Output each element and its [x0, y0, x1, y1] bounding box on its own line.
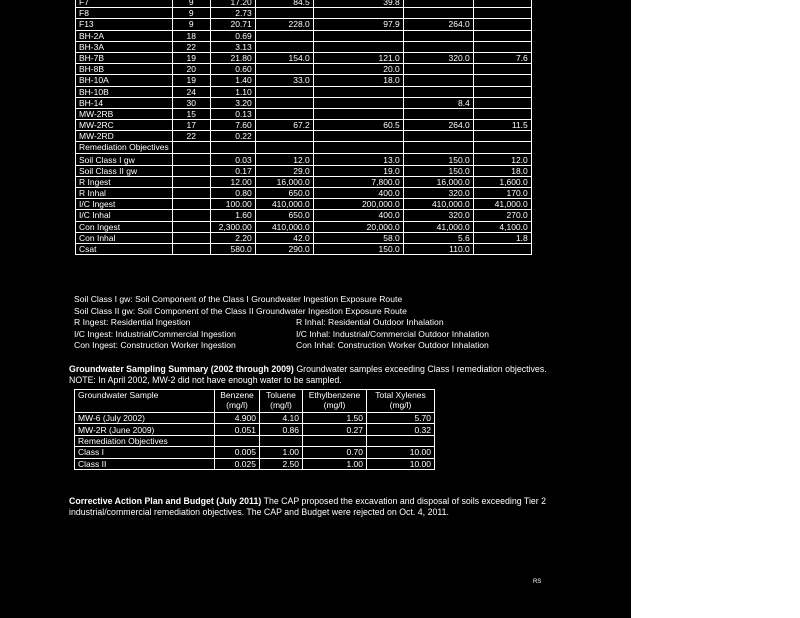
objective-row — [76, 165, 532, 176]
value-cell — [313, 131, 403, 142]
value-cell: 121.0 — [313, 52, 403, 63]
section-row — [75, 435, 435, 446]
table-row — [76, 108, 532, 119]
objective-value-cell: 400.0 — [313, 188, 403, 199]
sample-id-cell: BH-14 — [76, 97, 173, 108]
objective-value-cell: 42.0 — [255, 232, 313, 243]
empty-cell — [172, 165, 210, 176]
value-cell — [473, 75, 531, 86]
value-cell: 18.0 — [313, 75, 403, 86]
objective-row — [76, 243, 532, 254]
sample-id-cell: BH-10A — [76, 75, 173, 86]
empty-cell — [403, 142, 473, 154]
section-label-cell: Remediation Objectives — [76, 142, 173, 154]
empty-cell — [172, 210, 210, 221]
value-cell: 7.60 — [210, 120, 255, 131]
value-cell: 7.6 — [473, 52, 531, 63]
value-cell: 0.60 — [210, 64, 255, 75]
table-row — [76, 86, 532, 97]
objective-label-cell: Soil Class I gw — [76, 154, 173, 165]
value-cell: 320.0 — [403, 52, 473, 63]
sample-id-cell: MW-2RD — [76, 131, 173, 142]
value-cell — [403, 64, 473, 75]
value-cell — [313, 41, 403, 52]
objective-value-cell: 1,600.0 — [473, 176, 531, 187]
objective-value-cell: 1.00 — [260, 447, 303, 458]
sample-id-cell: F8 — [76, 8, 173, 19]
objective-value-cell: 41,000.0 — [403, 221, 473, 232]
objective-row — [75, 458, 435, 469]
value-cell — [403, 108, 473, 119]
value-cell — [255, 86, 313, 97]
value-cell — [473, 30, 531, 41]
value-cell — [313, 108, 403, 119]
objective-value-cell: 29.0 — [255, 165, 313, 176]
table-row — [76, 30, 532, 41]
empty-cell — [255, 142, 313, 154]
cap-text: The CAP proposed the excavation and disposal of soils exceeding Tier 2 industrial/commercial remediation objectives. The CAP and Budget were rejected on Oct. 4, 2011. — [69, 496, 547, 517]
objective-value-cell: 580.0 — [210, 243, 255, 254]
value-cell: 67.2 — [255, 120, 313, 131]
empty-cell — [303, 435, 367, 446]
objective-label-cell: I/C Inhal — [76, 210, 173, 221]
value-cell: 264.0 — [403, 19, 473, 30]
value-cell: 0.27 — [303, 424, 367, 435]
value-cell: 9 — [172, 19, 210, 30]
column-header: Total Xylenes (mg/l) — [367, 390, 435, 413]
empty-cell — [215, 435, 260, 446]
value-cell: 39.8 — [313, 0, 403, 8]
table-row — [76, 64, 532, 75]
objective-label-cell: I/C Ingest — [76, 199, 173, 210]
value-cell: 1.10 — [210, 86, 255, 97]
value-cell: 0.32 — [367, 424, 435, 435]
value-cell — [473, 64, 531, 75]
value-cell: 0.051 — [215, 424, 260, 435]
objective-value-cell: 150.0 — [403, 165, 473, 176]
value-cell: 22 — [172, 41, 210, 52]
value-cell: 4.10 — [260, 413, 303, 424]
sample-id-cell: MW-2RC — [76, 120, 173, 131]
legend-line: Soil Class II gw: Soil Component of the Class II Groundwater Ingestion Exposure Route — [74, 305, 407, 316]
objective-value-cell: 400.0 — [313, 210, 403, 221]
cap-paragraph — [69, 496, 569, 518]
objective-label-cell: R Ingest — [76, 176, 173, 187]
value-cell: 154.0 — [255, 52, 313, 63]
value-cell — [255, 108, 313, 119]
value-cell — [473, 41, 531, 52]
page-stamp: RS — [533, 579, 542, 585]
sample-id-cell: MW-2R (June 2009) — [75, 424, 215, 435]
value-cell: 2.73 — [210, 8, 255, 19]
objective-label-cell: Csat — [76, 243, 173, 254]
value-cell: 19 — [172, 52, 210, 63]
abbreviation-legend — [74, 294, 489, 352]
groundwater-summary-title: Groundwater Sampling Summary (2002 through 2009) — [69, 364, 294, 374]
empty-cell — [172, 142, 210, 154]
value-cell: 228.0 — [255, 19, 313, 30]
empty-cell — [473, 142, 531, 154]
objective-row — [75, 447, 435, 458]
objective-value-cell: 0.80 — [210, 188, 255, 199]
value-cell: 11.5 — [473, 120, 531, 131]
objective-value-cell: 100.00 — [210, 199, 255, 210]
objective-row — [76, 221, 532, 232]
value-cell: 60.5 — [313, 120, 403, 131]
objective-value-cell — [473, 243, 531, 254]
column-header: Ethylbenzene (mg/l) — [303, 390, 367, 413]
table-row — [76, 19, 532, 30]
objective-row — [76, 188, 532, 199]
empty-cell — [172, 221, 210, 232]
objective-value-cell: 2.20 — [210, 232, 255, 243]
table-row — [76, 8, 532, 19]
column-header: Groundwater Sample — [75, 390, 215, 413]
objective-value-cell: 320.0 — [403, 210, 473, 221]
sample-id-cell: F7 — [76, 0, 173, 8]
empty-cell — [172, 176, 210, 187]
value-cell — [403, 8, 473, 19]
objective-value-cell: 13.0 — [313, 154, 403, 165]
legend-line: Con Ingest: Construction Worker Ingestion Con Inhal: Construction Worker Outdoor Inhalation — [74, 340, 489, 351]
value-cell: 15 — [172, 108, 210, 119]
objective-value-cell: 410,000.0 — [403, 199, 473, 210]
objective-value-cell: 41,000.0 — [473, 199, 531, 210]
table-row — [76, 131, 532, 142]
objective-row — [76, 199, 532, 210]
value-cell — [255, 131, 313, 142]
value-cell: 264.0 — [403, 120, 473, 131]
empty-cell — [172, 188, 210, 199]
value-cell — [313, 30, 403, 41]
value-cell: 3.13 — [210, 41, 255, 52]
value-cell: 0.13 — [210, 108, 255, 119]
column-header: Toluene (mg/l) — [260, 390, 303, 413]
objective-value-cell: 1.00 — [303, 458, 367, 469]
value-cell — [255, 64, 313, 75]
value-cell — [473, 86, 531, 97]
value-cell — [473, 8, 531, 19]
empty-cell — [313, 142, 403, 154]
value-cell: 20.71 — [210, 19, 255, 30]
value-cell — [403, 0, 473, 8]
empty-cell — [172, 243, 210, 254]
value-cell: 5.70 — [367, 413, 435, 424]
legend-line: R Ingest: Residential Ingestion R Inhal: Residential Outdoor Inhalation — [74, 317, 444, 328]
value-cell: 18 — [172, 30, 210, 41]
empty-cell — [172, 232, 210, 243]
objective-value-cell: 10.00 — [367, 447, 435, 458]
value-cell: 0.22 — [210, 131, 255, 142]
sample-id-cell: BH-3A — [76, 41, 173, 52]
value-cell: 9 — [172, 8, 210, 19]
objective-value-cell: 0.005 — [215, 447, 260, 458]
sample-id-cell: MW-2RB — [76, 108, 173, 119]
objective-value-cell: 0.025 — [215, 458, 260, 469]
objective-value-cell: 290.0 — [255, 243, 313, 254]
value-cell: 1.50 — [303, 413, 367, 424]
value-cell: 97.9 — [313, 19, 403, 30]
value-cell: 17 — [172, 120, 210, 131]
column-header: Benzene (mg/l) — [215, 390, 260, 413]
objective-value-cell: 20,000.0 — [313, 221, 403, 232]
table-row — [76, 52, 532, 63]
empty-cell — [210, 142, 255, 154]
soil-sampling-table — [75, 0, 532, 255]
objective-value-cell: 110.0 — [403, 243, 473, 254]
value-cell: 19 — [172, 75, 210, 86]
table-row — [76, 0, 532, 8]
value-cell — [473, 108, 531, 119]
objective-value-cell: 58.0 — [313, 232, 403, 243]
table-row — [75, 413, 435, 424]
objective-value-cell: 270.0 — [473, 210, 531, 221]
objective-value-cell: 410,000.0 — [255, 221, 313, 232]
legend-line: Soil Class I gw: Soil Component of the Class I Groundwater Ingestion Exposure Route — [74, 294, 403, 304]
value-cell: 20 — [172, 64, 210, 75]
objective-value-cell: 5.6 — [403, 232, 473, 243]
objective-value-cell: 150.0 — [403, 154, 473, 165]
groundwater-sampling-table — [74, 389, 435, 470]
value-cell: 0.86 — [260, 424, 303, 435]
section-row — [76, 142, 532, 154]
value-cell — [403, 30, 473, 41]
objective-value-cell: 10.00 — [367, 458, 435, 469]
value-cell: 9 — [172, 0, 210, 8]
sample-id-cell: MW-6 (July 2002) — [75, 413, 215, 424]
objective-label-cell: Soil Class II gw — [76, 165, 173, 176]
header-row — [75, 390, 435, 413]
value-cell: 24 — [172, 86, 210, 97]
value-cell: 30 — [172, 97, 210, 108]
objective-value-cell: 170.0 — [473, 188, 531, 199]
value-cell: 1.40 — [210, 75, 255, 86]
value-cell — [403, 131, 473, 142]
value-cell: 0.69 — [210, 30, 255, 41]
value-cell — [255, 8, 313, 19]
objective-value-cell: 0.70 — [303, 447, 367, 458]
value-cell — [473, 97, 531, 108]
objective-label-cell: Con Inhal — [76, 232, 173, 243]
value-cell — [403, 41, 473, 52]
value-cell — [403, 86, 473, 97]
empty-cell — [367, 435, 435, 446]
objective-value-cell: 410,000.0 — [255, 199, 313, 210]
objective-value-cell: 12.0 — [255, 154, 313, 165]
objective-value-cell: 18.0 — [473, 165, 531, 176]
objective-row — [76, 210, 532, 221]
groundwater-summary-text: Groundwater samples exceeding Class I remediation objectives. NOTE: In April 2002, MW-2 did not have enough water to be sampled. — [69, 364, 547, 385]
objective-label-cell: R Inhal — [76, 188, 173, 199]
value-cell — [403, 75, 473, 86]
value-cell — [473, 0, 531, 8]
value-cell: 22 — [172, 131, 210, 142]
sample-id-cell: BH-10B — [76, 86, 173, 97]
value-cell: 33.0 — [255, 75, 313, 86]
empty-cell — [172, 199, 210, 210]
objective-value-cell: 650.0 — [255, 188, 313, 199]
objective-value-cell: 0.17 — [210, 165, 255, 176]
objective-value-cell: 2.50 — [260, 458, 303, 469]
sample-id-cell: BH-8B — [76, 64, 173, 75]
value-cell: 20.0 — [313, 64, 403, 75]
value-cell — [255, 41, 313, 52]
sample-id-cell: F13 — [76, 19, 173, 30]
objective-value-cell: 4,100.0 — [473, 221, 531, 232]
groundwater-summary-paragraph — [69, 364, 569, 386]
value-cell — [473, 19, 531, 30]
objective-label-cell: Class I — [75, 447, 215, 458]
legend-line: I/C Ingest: Industrial/Commercial Ingestion I/C Inhal: Industrial/Commercial Outdoor Inhalation — [74, 328, 489, 339]
objective-label-cell: Class II — [75, 458, 215, 469]
empty-cell — [172, 154, 210, 165]
objective-value-cell: 7,800.0 — [313, 176, 403, 187]
objective-row — [76, 176, 532, 187]
sample-id-cell: BH-2A — [76, 30, 173, 41]
objective-value-cell: 650.0 — [255, 210, 313, 221]
objective-value-cell: 0.03 — [210, 154, 255, 165]
objective-value-cell: 16,000.0 — [255, 176, 313, 187]
value-cell — [473, 131, 531, 142]
objective-value-cell: 1.60 — [210, 210, 255, 221]
value-cell — [313, 97, 403, 108]
objective-value-cell: 320.0 — [403, 188, 473, 199]
objective-value-cell: 2,300.00 — [210, 221, 255, 232]
value-cell: 3.20 — [210, 97, 255, 108]
value-cell: 4.900 — [215, 413, 260, 424]
objective-label-cell: Con Ingest — [76, 221, 173, 232]
objective-value-cell: 16,000.0 — [403, 176, 473, 187]
table-row — [76, 97, 532, 108]
objective-value-cell: 200,000.0 — [313, 199, 403, 210]
empty-cell — [260, 435, 303, 446]
value-cell — [313, 86, 403, 97]
objective-value-cell: 1.8 — [473, 232, 531, 243]
value-cell: 84.5 — [255, 0, 313, 8]
value-cell — [255, 97, 313, 108]
objective-row — [76, 154, 532, 165]
value-cell: 21.80 — [210, 52, 255, 63]
objective-value-cell: 150.0 — [313, 243, 403, 254]
objective-value-cell: 19.0 — [313, 165, 403, 176]
value-cell: 17.20 — [210, 0, 255, 8]
table-row — [76, 75, 532, 86]
table-row — [76, 41, 532, 52]
value-cell — [313, 8, 403, 19]
table-row — [76, 120, 532, 131]
table-row — [75, 424, 435, 435]
objective-value-cell: 12.0 — [473, 154, 531, 165]
value-cell: 8.4 — [403, 97, 473, 108]
value-cell — [255, 30, 313, 41]
objective-row — [76, 232, 532, 243]
objective-value-cell: 12.00 — [210, 176, 255, 187]
section-label-cell: Remediation Objectives — [75, 435, 215, 446]
sample-id-cell: BH-7B — [76, 52, 173, 63]
cap-title: Corrective Action Plan and Budget (July 2011) — [69, 496, 262, 506]
